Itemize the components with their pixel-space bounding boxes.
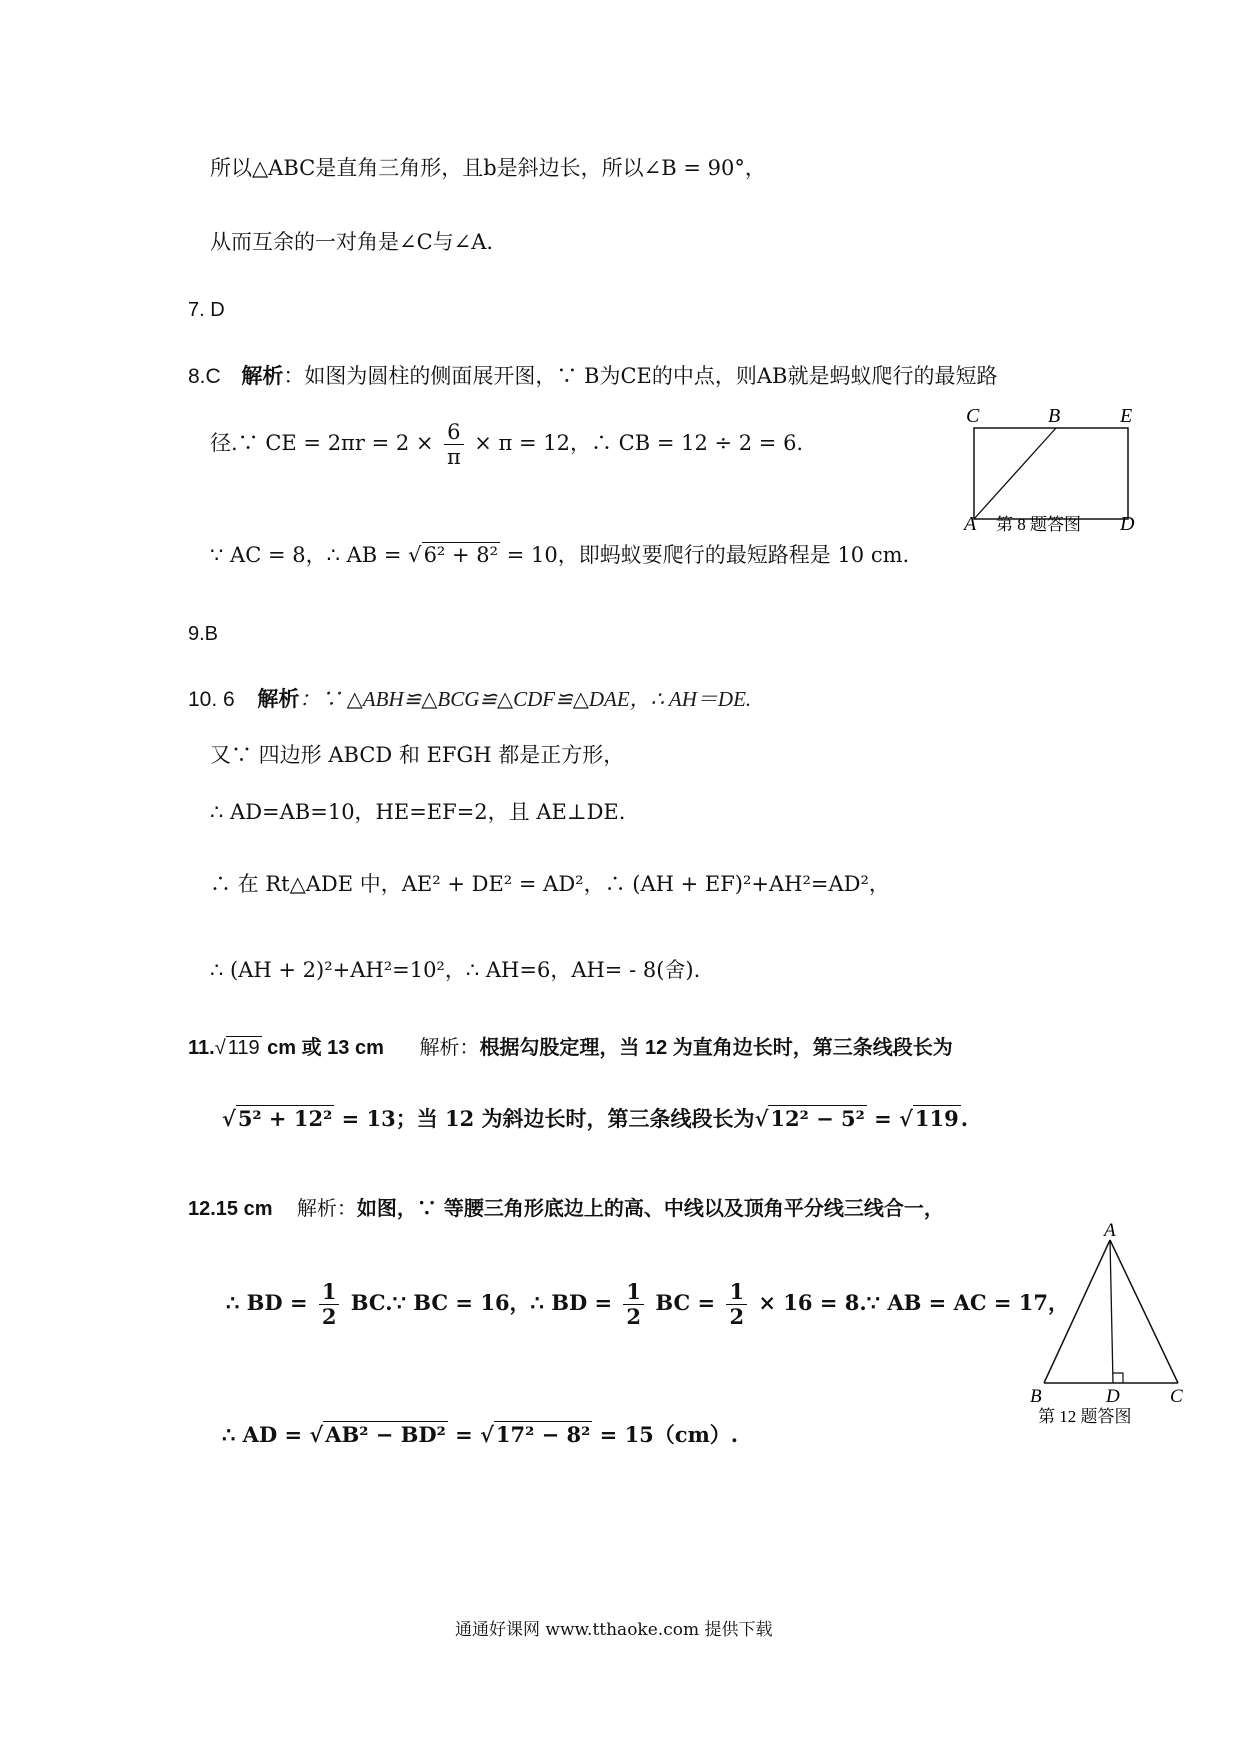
fig8-label-d: D	[1120, 513, 1135, 535]
answer-10-line-5-text: ∴ (AH + 2)²+AH²=10²，∴ AH=6，AH= - 8(舍).	[210, 958, 701, 982]
answer-10-line-3	[210, 800, 625, 825]
answer-8-number: 8.C	[188, 365, 221, 388]
answer-12-line-3c: = 15（cm）.	[599, 1422, 739, 1447]
text-line-1	[210, 156, 766, 181]
sqrt-5sq-plus-12sq: 5² + 12²	[237, 1106, 333, 1131]
fraction-half-1	[319, 1280, 340, 1329]
fig12-label-c: C	[1170, 1386, 1183, 1407]
line-2-text: 从而互余的一对角是∠C与∠A.	[210, 230, 494, 254]
answer-8-line-3b: = 10，即蚂蚁要爬行的最短路程是 10 cm.	[506, 543, 910, 567]
fig8-caption: 第 8 题答图	[996, 515, 1081, 534]
answer-12-line-2b: BC.∵ BC = 16，∴ BD =	[350, 1290, 613, 1316]
page-footer	[455, 1620, 772, 1640]
answer-10-line-2	[210, 743, 624, 768]
fraction-6-over-pi	[444, 420, 463, 469]
answer-10-line-5	[210, 958, 700, 983]
fraction-half-1-num: 1	[319, 1280, 340, 1305]
answer-11-line-2b: =	[874, 1106, 892, 1131]
fig8-label-c: C	[966, 405, 980, 427]
answer-10-line-3-text: ∴ AD=AB=10，HE=EF=2，且 AE⊥DE.	[210, 800, 626, 824]
answer-12-number: 12.15 cm	[188, 1198, 273, 1220]
answer-12-text: 如图，∵ 等腰三角形底边上的高、中线以及顶角平分线三线合一，	[356, 1196, 944, 1220]
answer-12-line-3a: ∴ AD =	[222, 1422, 303, 1447]
fraction-half-3	[726, 1280, 747, 1329]
footer-text: 通通好课网 www.tthaoke.com 提供下载	[455, 1620, 773, 1640]
answer-7-text: 7. D	[188, 299, 225, 321]
fig12-label-a: A	[1104, 1220, 1116, 1241]
answer-11-line-2: √5² + 12² = 13；当 12 为斜边长时，第三条线段长为√12² − 5² = √119.	[222, 1106, 969, 1131]
fig12-caption: 第 12 题答图	[1038, 1407, 1132, 1426]
fraction-half-3-num: 1	[726, 1280, 747, 1305]
answer-8-line-1	[188, 363, 997, 389]
answer-8-line-3: ∵ AC = 8，∴ AB = √6² + 8² = 10，即蚂蚁要爬行的最短路程是 10 cm.	[210, 543, 910, 567]
answer-10-label: 解析	[257, 686, 300, 711]
answer-12-line-1	[188, 1196, 944, 1221]
answer-12-line-2d: × 16 = 8.∵ AB = AC = 17，	[758, 1290, 1070, 1316]
answer-12-line-2	[226, 1280, 1069, 1329]
answer-9-text: 9.B	[188, 623, 219, 645]
answer-11-line-2a: = 13；当 12 为斜边长时，第三条线段长为	[341, 1106, 755, 1131]
answer-8-line-2	[210, 420, 803, 469]
answer-10-line-1	[188, 686, 751, 712]
answer-10-line-2-text: 又∵ 四边形 ABCD 和 EFGH 都是正方形，	[210, 743, 625, 767]
answer-10-text: ：∵ △ABH≌△BCG≌△CDF≌△DAE，∴ AH＝DE.	[299, 687, 752, 711]
sqrt-ab-bd: AB² − BD²	[325, 1422, 446, 1447]
sqrt-119: 119	[227, 1037, 260, 1059]
sqrt-119-result: 119	[914, 1106, 959, 1131]
answer-8-line-2b: × π = 12，∴ CB = 12 ÷ 2 = 6.	[474, 431, 804, 456]
answer-12-line-3b: =	[455, 1422, 473, 1447]
answer-12-line-3: ∴ AD = √AB² − BD² = √17² − 8² = 15（cm）.	[222, 1422, 739, 1447]
answer-11-label: 解析：	[419, 1037, 480, 1059]
fig8-label-b: B	[1048, 405, 1061, 427]
answer-10-number: 10. 6	[188, 688, 235, 711]
fraction-half-3-den: 2	[729, 1304, 745, 1330]
answer-11-line-2c: .	[960, 1106, 969, 1131]
fig8-label-e: E	[1120, 405, 1133, 427]
fraction-half-1-den: 2	[321, 1304, 337, 1330]
answer-9	[188, 622, 218, 646]
answer-10-line-4	[210, 872, 890, 897]
sqrt-17-8: 17² − 8²	[495, 1422, 591, 1447]
fraction-half-2	[623, 1280, 644, 1329]
fraction-half-2-num: 1	[623, 1280, 644, 1305]
answer-11-text: 根据勾股定理，当 12 为直角边长时，第三条线段长为	[479, 1037, 953, 1059]
answer-8-line-3a: ∵ AC = 8，∴ AB =	[210, 543, 402, 567]
line-1-text: 所以△ABC是直角三角形，且b是斜边长，所以∠B = 90°，	[210, 156, 766, 180]
answer-8-line-2a: 径.∵ CE = 2πr = 2 ×	[210, 431, 434, 456]
answer-12-label: 解析：	[296, 1196, 357, 1220]
answer-12-line-2a: ∴ BD =	[226, 1290, 308, 1316]
answer-11-number: 11.	[188, 1037, 215, 1059]
figure-8-rectangle	[960, 402, 1160, 535]
fig8-label-a: A	[964, 513, 977, 535]
answer-11-value: cm 或 13 cm	[267, 1037, 384, 1059]
answer-10-line-4-text: ∴ 在 Rt△ADE 中，AE² + DE² = AD²，∴ (AH + EF)²+AH²=AD²，	[210, 872, 890, 896]
fig12-label-d: D	[1106, 1386, 1120, 1407]
text-line-2	[210, 230, 493, 255]
fraction-denominator: π	[446, 445, 461, 470]
figure-12-triangle	[1020, 1220, 1183, 1426]
answer-12-line-2c: BC =	[655, 1290, 716, 1316]
sqrt-6sq-plus-8sq: 6² + 8²	[423, 543, 499, 567]
fraction-half-2-den: 2	[626, 1304, 642, 1330]
answer-8-text: ：如图为圆柱的侧面展开图，∵ B为CE的中点，则AB就是蚂蚁爬行的最短路	[283, 364, 998, 388]
answer-7	[188, 298, 225, 322]
answer-8-label: 解析	[241, 363, 284, 388]
sqrt-12sq-minus-5sq: 12² − 5²	[770, 1106, 865, 1131]
answer-11-line-1: 11.√ 119 cm 或 13 cm 解析：根据勾股定理，当 12 为直角边长时，第三条线段长为	[188, 1037, 953, 1059]
fraction-numerator: 6	[444, 420, 463, 445]
fig12-label-b: B	[1030, 1386, 1042, 1407]
